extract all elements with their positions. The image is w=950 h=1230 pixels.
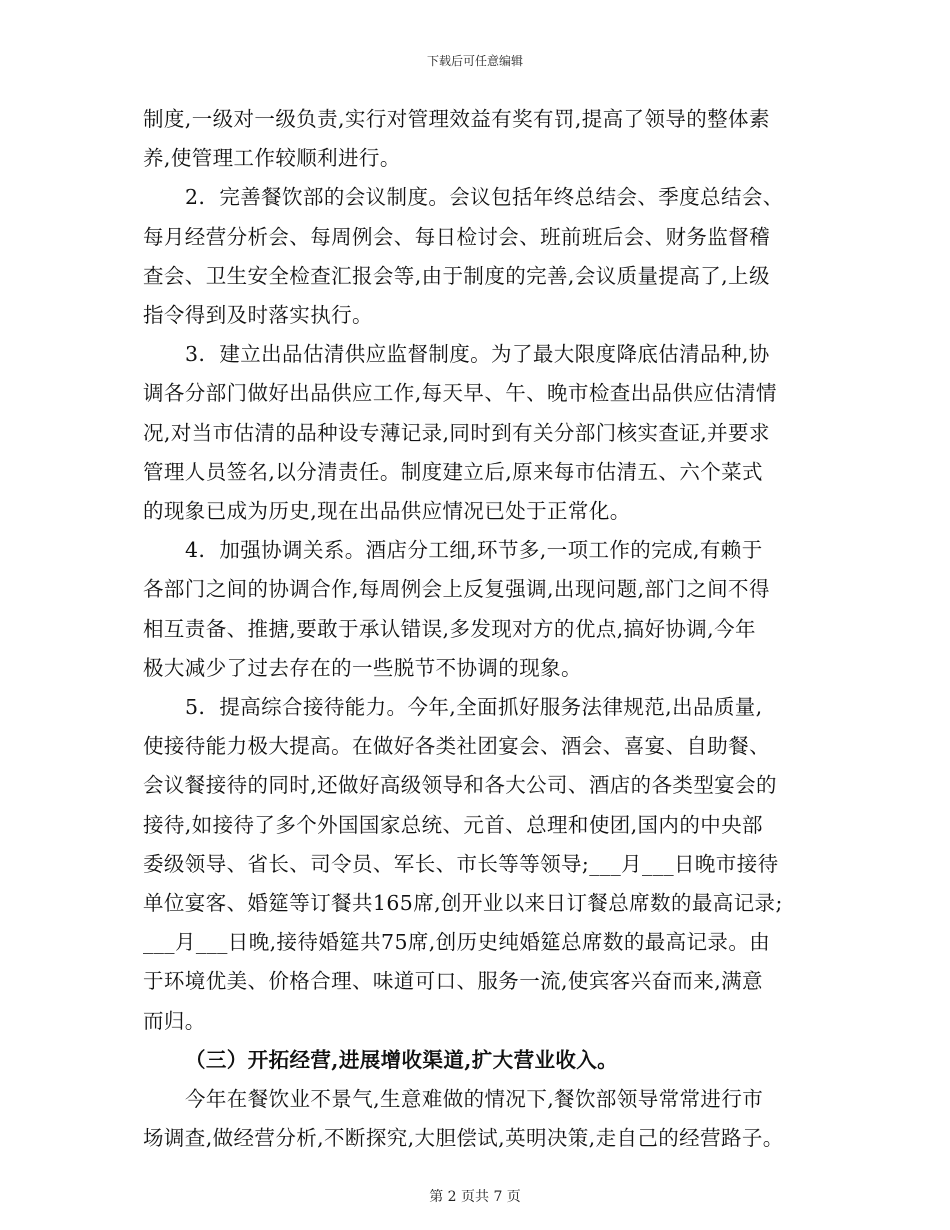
text-line: 于环境优美、价格合理、味道可口、服务一流,使宾客兴奋而来,满意	[143, 969, 763, 994]
text-line: 指令得到及时落实执行。	[143, 303, 373, 328]
text-line: 场调查,做经营分析,不断探究,大胆偿试,英明决策,走自己的经营路子。	[143, 1126, 784, 1151]
text-line: 而归。	[143, 1008, 206, 1033]
text-line: 况,对当市估清的品种设专薄记录,同时到有关分部门核实查证,并要求	[143, 420, 770, 445]
text-line: 使接待能力极大提高。在做好各类社团宴会、酒会、喜宴、自助餐、	[143, 734, 770, 759]
text-line: 养,使管理工作较顺利进行。	[143, 146, 401, 171]
text-line: 极大减少了过去存在的一些脱节不协调的现象。	[143, 655, 582, 680]
text-line: 2．完善餐饮部的会议制度。会议包括年终总结会、季度总结会、	[185, 185, 784, 210]
page-header: 下载后可任意编辑	[426, 54, 523, 68]
text-line: 管理人员签名,以分清责任。制度建立后,原来每市估清五、六个菜式	[143, 459, 763, 484]
text-line: 接待,如接待了多个外国国家总统、元首、总理和使团,国内的中央部	[143, 812, 763, 837]
text-line: 3．建立出品估清供应监督制度。为了最大限度降底估清品种,协	[185, 342, 770, 367]
text-line: 的现象已成为历史,现在出品供应情况已处于正常化。	[143, 499, 631, 524]
text-line: 5．提高综合接待能力。今年,全面抓好服务法律规范,出品质量,	[185, 695, 763, 720]
text-line: 各部门之间的协调合作,每周例会上反复强调,出现问题,部门之间不得	[143, 577, 770, 602]
text-line: 委级领导、省长、司令员、军长、市长等等领导;___月___日晚市接待	[143, 851, 779, 876]
text-line: 4．加强协调关系。酒店分工细,环节多,一项工作的完成,有赖于	[185, 538, 763, 563]
text-line: 单位宴客、婚筵等订餐共165席,创开业以来日订餐总席数的最高记录;	[143, 891, 783, 916]
text-line: 调各分部门做好出品供应工作,每天早、午、晚市检查出品供应估清情	[143, 381, 777, 406]
text-line: ___月___日晚,接待婚筵共75席,创历史纯婚筵总席数的最高记录。由	[143, 930, 771, 955]
text-line: 每月经营分析会、每周例会、每日检讨会、班前班后会、财务监督稽	[143, 224, 770, 249]
text-line: 查会、卫生安全检查汇报会等,由于制度的完善,会议质量提高了,上级	[143, 263, 770, 288]
text-line: 会议餐接待的同时,还做好高级领导和各大公司、酒店的各类型宴会的	[143, 773, 777, 798]
text-line: 今年在餐饮业不景气,生意难做的情况下,餐饮部领导常常进行市	[185, 1087, 764, 1112]
page-footer: 第 2 页共 7 页	[429, 1189, 521, 1205]
text-line: 相互责备、推搪,要敢于承认错误,多发现对方的优点,搞好协调,今年	[143, 616, 756, 641]
document-body	[143, 100, 811, 1158]
text-line: 制度,一级对一级负责,实行对管理效益有奖有罚,提高了领导的整体素	[143, 107, 770, 131]
section-heading: （三）开拓经营,进展增收渠道,扩大营业收入。	[185, 1047, 619, 1072]
